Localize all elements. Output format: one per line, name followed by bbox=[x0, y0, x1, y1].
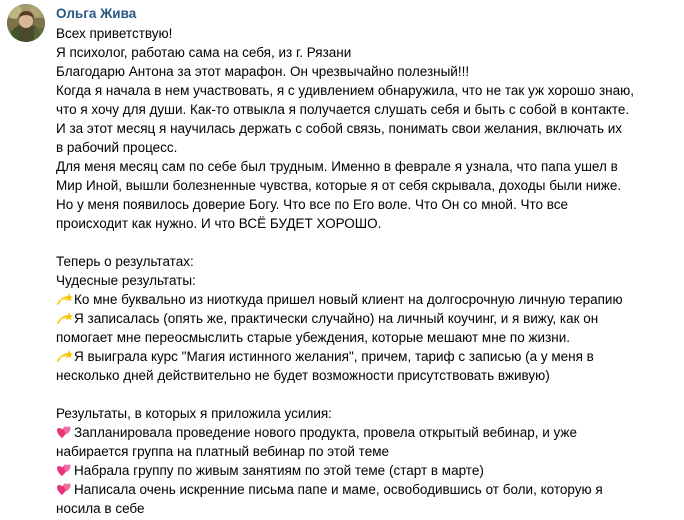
miracle-result-item-line bbox=[56, 290, 682, 309]
miracle-result-item-line bbox=[56, 347, 682, 366]
effort-result-item-line bbox=[56, 423, 682, 442]
miracle-result-item-line bbox=[56, 328, 682, 347]
author-name[interactable]: Ольга Жива bbox=[56, 6, 137, 21]
intro-line: Мир Иной, вышли болезненные чувства, которые я от себя скрывала, доходы были ниже. bbox=[56, 178, 622, 193]
results-heading: Теперь о результатах: bbox=[56, 254, 194, 269]
heart-emoji-icon bbox=[56, 463, 73, 477]
intro-line: что я хочу для души. Как-то отвыкла я получается слушать себя и быть с собой в контакте. bbox=[56, 102, 630, 117]
effort-result-item-text: набирается группа на платный вебинар по этой теме bbox=[56, 444, 390, 459]
effort-result-item-text: носила в себе bbox=[56, 501, 145, 516]
dizzy-emoji-icon bbox=[56, 292, 73, 306]
intro-line: Всех приветствую! bbox=[56, 26, 173, 41]
dizzy-emoji-icon bbox=[56, 349, 73, 363]
post-text bbox=[56, 24, 682, 518]
intro-line: Благодарю Антона за этот марафон. Он чрезвычайно полезный!!! bbox=[56, 64, 470, 79]
effort-result-item-text: Запланировала проведение нового продукта, провела открытый вебинар, и уже bbox=[74, 425, 577, 440]
intro-line: Когда я начала в нем участвовать, я с удивлением обнаружила, что не так уж хорошо знаю, bbox=[56, 83, 634, 98]
miracle-result-item-text: помогает мне переосмыслить старые убеждения, которые мешают мне по жизни. bbox=[56, 330, 571, 345]
intro-line: Но у меня появилось доверие Богу. Что все по Его воле. Что Он со мной. Что все bbox=[56, 197, 569, 212]
effort-heading: Результаты, в которых я приложила усилия: bbox=[56, 406, 332, 421]
miracle-result-item bbox=[56, 309, 682, 347]
miracle-result-item-text: Я выиграла курс "Магия истинного желания", причем, тариф с записью (а у меня в bbox=[74, 349, 594, 364]
author-avatar[interactable] bbox=[7, 4, 45, 42]
effort-result-item-text: Набрала группу по живым занятиям по этой теме (старт в марте) bbox=[74, 463, 484, 478]
blank-line bbox=[56, 385, 682, 404]
effort-result-item bbox=[56, 461, 682, 480]
miracle-result-item-line bbox=[56, 309, 682, 328]
heart-emoji-icon bbox=[56, 482, 73, 496]
dizzy-emoji-icon bbox=[56, 311, 73, 325]
intro-line: И за этот месяц я научилась держать с собой связь, понимать свои желания, включать их bbox=[56, 121, 623, 136]
miracle-result-item-text: Я записалась (опять же, практически случайно) на личный коучинг, и я вижу, как он bbox=[74, 311, 599, 326]
intro-line: Для меня месяц сам по себе был трудным. Именно в феврале я узнала, что папа ушел в bbox=[56, 159, 618, 174]
effort-result-item bbox=[56, 423, 682, 461]
intro-section bbox=[56, 24, 682, 233]
miracle-result-item-text: Ко мне буквально из ниоткуда пришел новый клиент на долгосрочную личную терапию bbox=[74, 292, 623, 307]
effort-results-list bbox=[56, 423, 682, 518]
miracle-results-list bbox=[56, 290, 682, 385]
miracle-result-item-line bbox=[56, 366, 682, 385]
effort-result-item-line bbox=[56, 480, 682, 499]
effort-result-item-line bbox=[56, 442, 682, 461]
effort-result-item bbox=[56, 480, 682, 518]
miracle-result-item-text: несколько дней действительно не будет возможности присутствовать вживую) bbox=[56, 368, 550, 383]
blank-line bbox=[56, 233, 682, 252]
intro-line: происходит как нужно. И что ВСЁ БУДЕТ ХОРОШО. bbox=[56, 216, 382, 231]
miracle-heading: Чудесные результаты: bbox=[56, 273, 196, 288]
effort-result-item-line bbox=[56, 461, 682, 480]
effort-result-item-line bbox=[56, 499, 682, 518]
intro-line: Я психолог, работаю сама на себя, из г. Рязани bbox=[56, 45, 352, 60]
effort-result-item-text: Написала очень искренние письма папе и маме, освободившись от боли, которую я bbox=[74, 482, 603, 497]
heart-emoji-icon bbox=[56, 425, 73, 439]
miracle-result-item bbox=[56, 347, 682, 385]
avatar-photo-icon bbox=[7, 4, 45, 42]
intro-line: в рабочий процесс. bbox=[56, 140, 178, 155]
miracle-result-item bbox=[56, 290, 682, 309]
